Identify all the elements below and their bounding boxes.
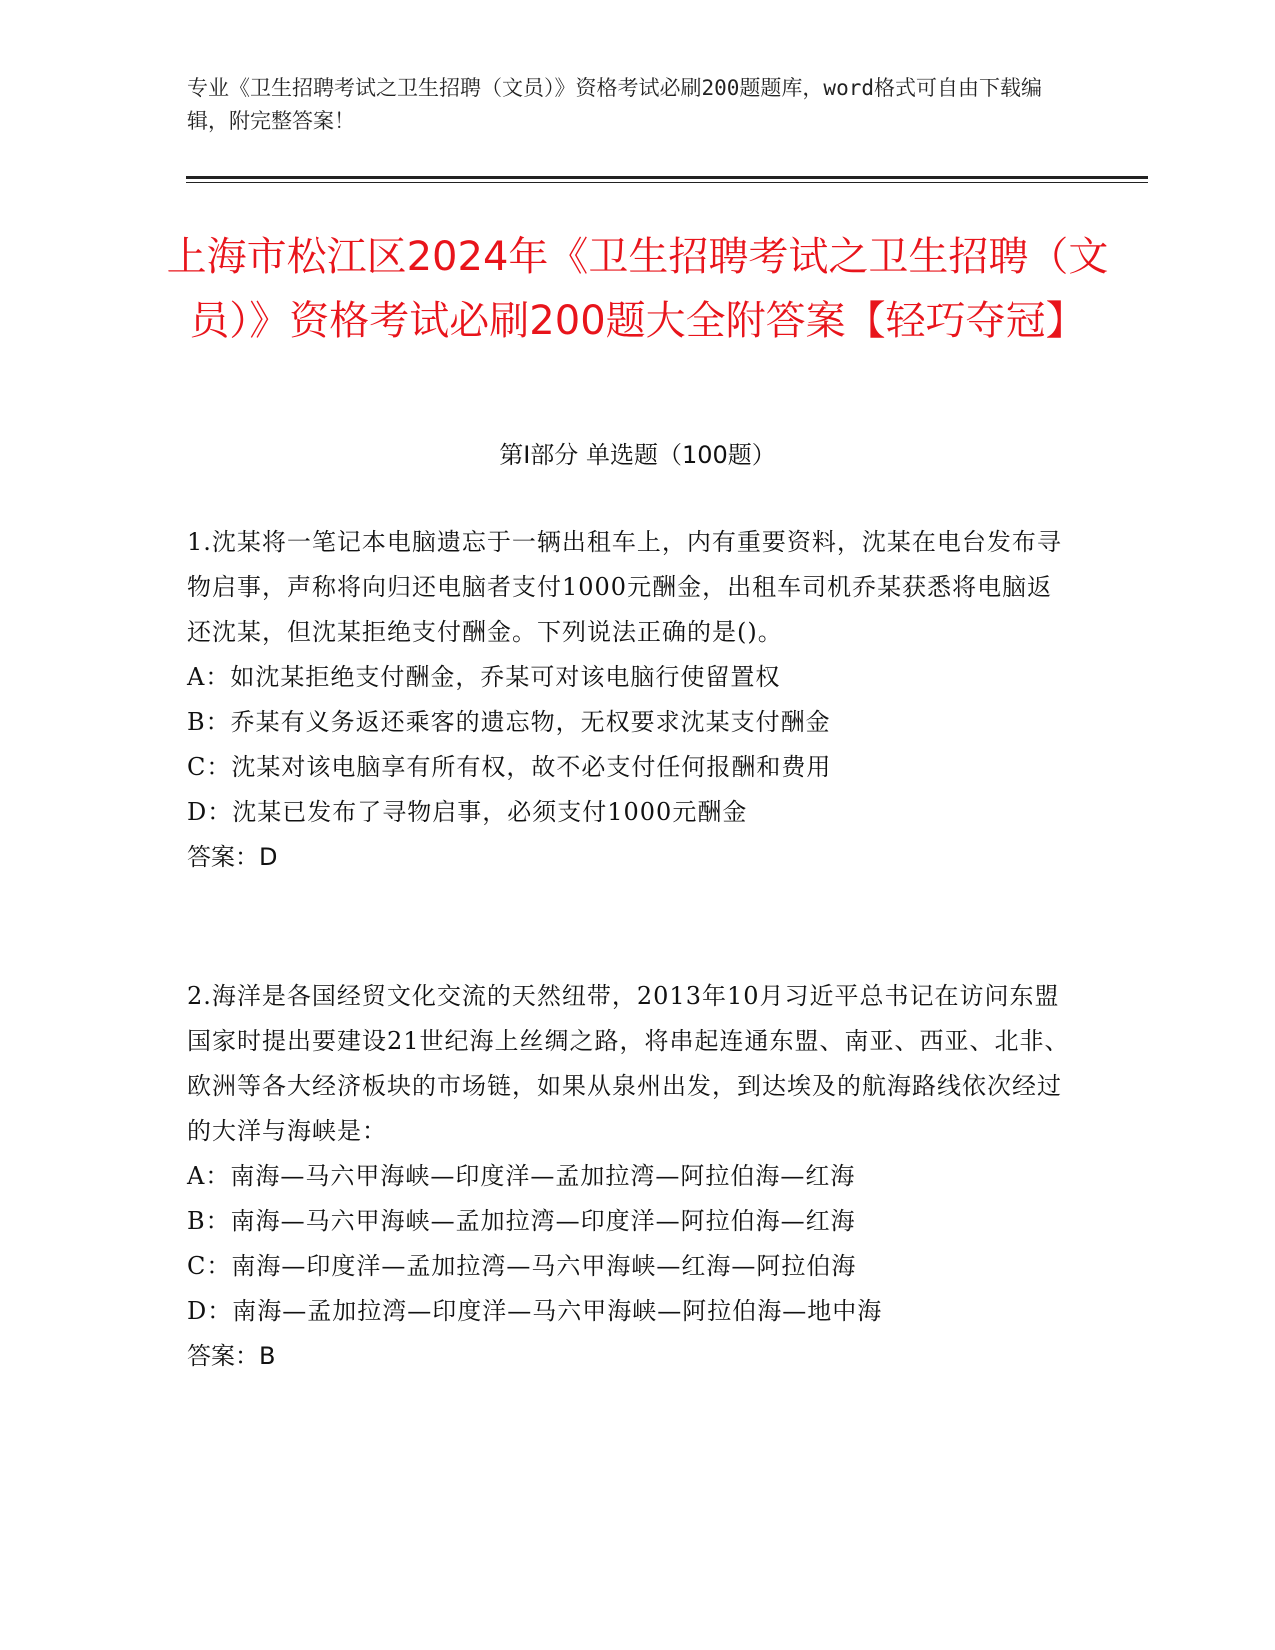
header-divider-thin [186,182,1148,183]
question-2 [187,974,1077,1379]
option-a: A：南海—马六甲海峡—印度洋—孟加拉湾—阿拉伯海—红海 [187,1162,856,1190]
section-heading: 第I部分 单选题（100题） [499,441,776,469]
question-stem: 2.海洋是各国经贸文化交流的天然纽带，2013年10月习近平总书记在访问东盟国家时提出要建设21世纪海上丝绸之路，将串起连通东盟、南亚、西亚、北非、欧洲等各大经济板块的市场链，如果从泉州出发，到达埃及的航海路线依次经过的大洋与海峡是： [187,982,1070,1145]
header-divider-thick [186,176,1148,179]
answer-label: 答案：B [187,1342,276,1370]
header-note: 专业《卫生招聘考试之卫生招聘（文员）》资格考试必刷200题题库，word格式可自由下载编辑，附完整答案！ [187,76,1042,133]
option-d: D：沈某已发布了寻物启事，必须支付1000元酬金 [187,798,748,826]
option-a: A：如沈某拒绝支付酬金，乔某可对该电脑行使留置权 [187,663,781,691]
option-d: D：南海—孟加拉湾—印度洋—马六甲海峡—阿拉伯海—地中海 [187,1297,883,1325]
question-stem: 1.沈某将一笔记本电脑遗忘于一辆出租车上，内有重要资料，沈某在电台发布寻物启事，声称将向归还电脑者支付1000元酬金，出租车司机乔某获悉将电脑返还沈某，但沈某拒绝支付酬金。下列说法正确的是()。 [187,528,1062,646]
answer-label: 答案：D [187,843,278,871]
option-c: C：南海—印度洋—孟加拉湾—马六甲海峡—红海—阿拉伯海 [187,1252,857,1280]
document-title: 上海市松江区2024年《卫生招聘考试之卫生招聘（文员）》资格考试必刷200题大全附答案【轻巧夺冠】 [166,234,1109,344]
option-c: C：沈某对该电脑享有所有权，故不必支付任何报酬和费用 [187,753,832,781]
question-1 [187,520,1077,880]
option-b: B：乔某有义务返还乘客的遗忘物，无权要求沈某支付酬金 [187,708,831,736]
option-b: B：南海—马六甲海峡—孟加拉湾—印度洋—阿拉伯海—红海 [187,1207,856,1235]
